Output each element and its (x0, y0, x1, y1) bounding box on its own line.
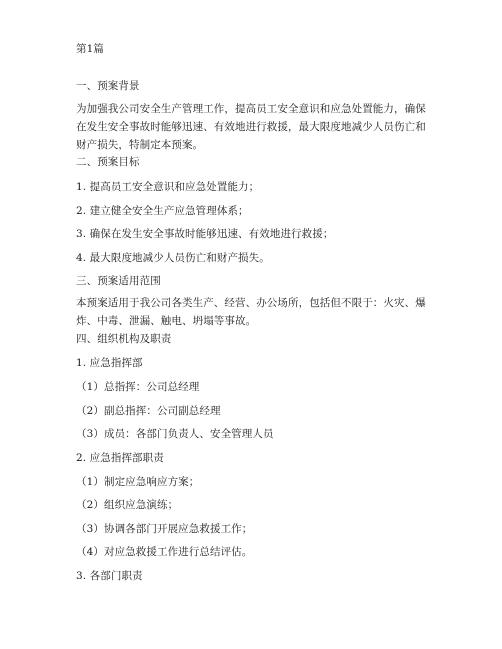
section-heading-organization: 四、组织机构及职责 (76, 333, 172, 345)
org-subheading: 2. 应急指挥部职责 (76, 452, 164, 464)
goal-item: 1. 提高员工安全意识和应急处置能力； (76, 181, 260, 193)
goal-item: 4. 最大限度地减少人员伤亡和财产损失。 (76, 252, 270, 264)
section-body-background: 为加强我公司安全生产管理工作，提高员工安全意识和应急处置能力，确保在发生安全事故时能够迅速、有效地进行救援，最大限度地减少人员伤亡和财产损失，特制定本预案。 (76, 103, 426, 151)
org-item: （2）副总指挥：公司副总经理 (76, 405, 221, 417)
goal-item: 3. 确保在发生安全事故时能够迅速、有效地进行救援； (76, 228, 334, 240)
org-item: （1）制定应急响应方案； (76, 476, 200, 488)
org-item: （3）成员：各部门负责人、安全管理人员 (76, 428, 274, 440)
goal-item: 2. 建立健全安全生产应急管理体系； (76, 205, 249, 217)
org-subheading: 3. 各部门职责 (76, 570, 143, 582)
org-subheading: 1. 应急指挥部 (76, 357, 143, 369)
part-title: 第1篇 (76, 43, 104, 55)
org-item: （4）对应急救援工作进行总结评估。 (76, 546, 253, 558)
org-item: （3）协调各部门开展应急救援工作； (76, 523, 253, 535)
section-heading-background: 一、预案背景 (76, 80, 140, 92)
org-item: （2）组织应急演练； (76, 499, 179, 511)
section-heading-goals: 二、预案目标 (76, 156, 140, 168)
section-heading-scope: 三、预案适用范围 (76, 275, 161, 287)
org-item: （1）总指挥：公司总经理 (76, 381, 200, 393)
section-body-scope: 本预案适用于我公司各类生产、经营、办公场所，包括但不限于：火灾、爆炸、中毒、泄漏、触电、坍塌等事故。 (76, 297, 426, 327)
